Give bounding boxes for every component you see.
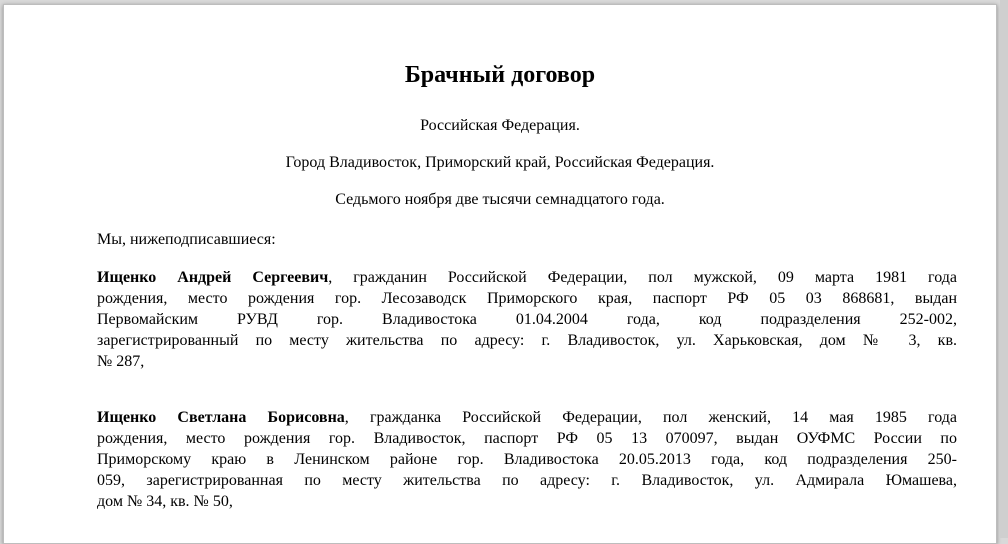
paragraph-line: Первомайским РУВД гор. Владивостока 01.04.2004 года, код подразделения 252-002, xyxy=(97,311,957,328)
document-page xyxy=(3,4,997,544)
paragraph-line: № 287, xyxy=(97,353,145,370)
paragraph-line: дом № 34, кв. № 50, xyxy=(97,493,233,510)
country-line: Российская Федерация. xyxy=(420,117,580,134)
paragraph-line: 059, зарегистрированная по месту жительства по адресу: г. Владивосток, ул. Адмирала Юмашева, xyxy=(97,472,957,489)
party-name: Ищенко Светлана Борисовна xyxy=(97,409,345,426)
date-line: Седьмого ноября две тысячи семнадцатого года. xyxy=(335,191,665,208)
document-title: Брачный договор xyxy=(404,62,596,88)
party-paragraph-husband xyxy=(97,267,957,372)
party-paragraph-wife xyxy=(97,407,957,512)
intro-line: Мы, нижеподписавшиеся: xyxy=(97,231,276,248)
paragraph-line xyxy=(97,267,957,288)
paragraph-line: зарегистрированный по месту жительства по адресу: г. Владивосток, ул. Харьковская, дом № 3, кв. xyxy=(97,332,957,349)
party-name: Ищенко Андрей Сергеевич xyxy=(97,269,329,286)
window-edge xyxy=(1000,0,1008,538)
paragraph-line: Приморскому краю в Ленинском районе гор. Владивостока 20.05.2013 года, код подразделения 250- xyxy=(97,451,957,468)
place-line: Город Владивосток, Приморский край, Российская Федерация. xyxy=(285,154,715,171)
paragraph-line: рождения, место рождения гор. Лесозаводск Приморского края, паспорт РФ 05 03 868681, выдан xyxy=(97,290,957,307)
paragraph-line xyxy=(97,407,957,428)
paragraph-text: , гражданка Российской Федерации, пол женский, 14 мая 1985 года xyxy=(344,409,957,426)
paragraph-text: , гражданин Российской Федерации, пол мужской, 09 марта 1981 года xyxy=(328,269,957,286)
paragraph-line: рождения, место рождения гор. Владивосток, паспорт РФ 05 13 070097, выдан ОУФМС России по xyxy=(97,430,957,447)
